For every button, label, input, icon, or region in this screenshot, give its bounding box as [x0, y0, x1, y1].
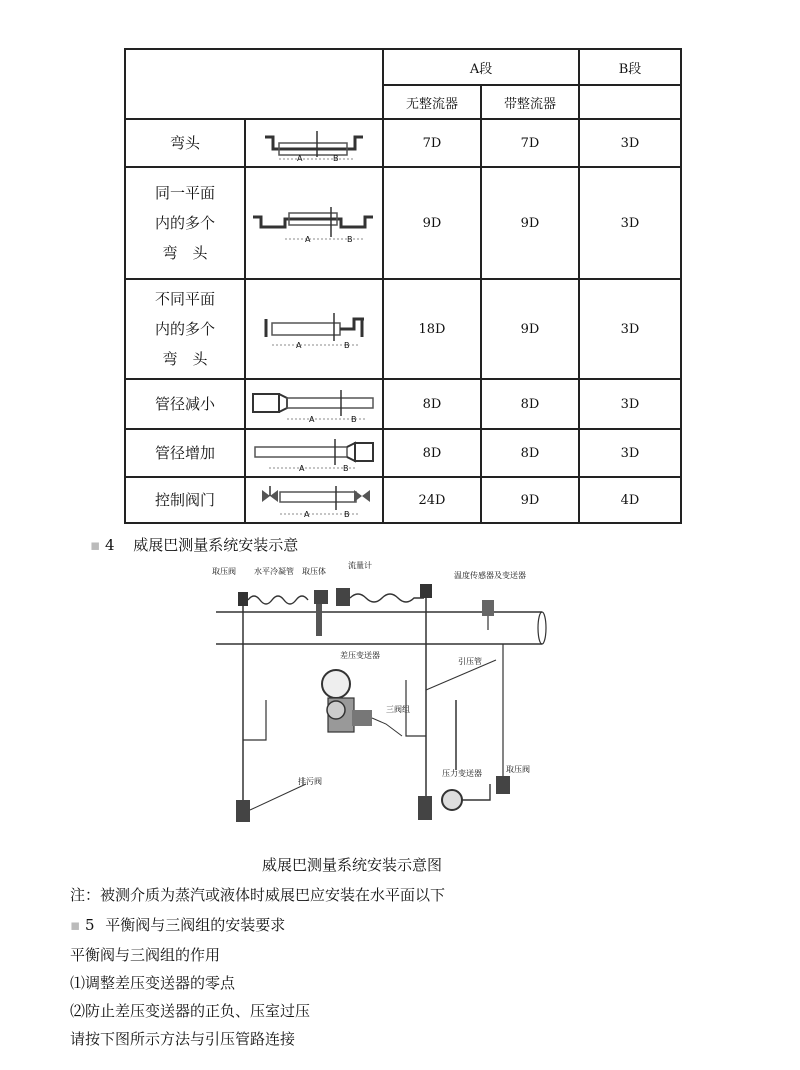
diagram-b-label: B — [351, 415, 357, 424]
value-b: 3D — [579, 119, 681, 167]
label-take-valve-right: 取压阀 — [506, 765, 530, 774]
section-number: 5 — [84, 916, 95, 934]
value-a-without: 24D — [383, 477, 481, 523]
paragraph-connection: 请按下图所示方法与引压管路连接 — [70, 1030, 296, 1048]
label-pressure-transmitter: 压力变送器 — [442, 769, 482, 778]
row-label-line: 同一平面 — [154, 184, 215, 202]
row-label-line: 弯头 — [169, 134, 200, 152]
row-label — [125, 429, 245, 477]
pipe-diagram-multi-elbow-same-plane — [245, 167, 383, 279]
row-label — [125, 477, 245, 523]
section-title: 平衡阀与三阀组的安装要求 — [105, 916, 286, 934]
diagram-b-label: B — [344, 510, 350, 519]
value-a-without: 8D — [383, 379, 481, 429]
label-drain-valve: 排污阀 — [298, 777, 322, 786]
row-label-line: 弯 头 — [162, 350, 208, 368]
label-three-valve: 三阀组 — [386, 705, 410, 714]
value-a-with: 8D — [481, 379, 579, 429]
pressure-transmitter-icon — [442, 790, 462, 810]
diagram-a-label: A — [299, 464, 305, 473]
diagram-a-label: A — [305, 235, 311, 244]
table-row — [125, 429, 681, 477]
row-label-line: 管径增加 — [154, 444, 215, 462]
label-temp-sensor: 温度传感器及变送器 — [454, 571, 526, 580]
section-title: 威展巴测量系统安装示意 — [133, 536, 299, 554]
diff-pressure-transmitter-icon — [322, 670, 350, 698]
header-a-section: A段 — [383, 49, 579, 85]
figure-caption: 威展巴测量系统安装示意图 — [262, 856, 443, 874]
row-label-line: 管径减小 — [154, 395, 215, 413]
list-item-zero-adjust: ⑴调整差压变送器的零点 — [70, 974, 236, 992]
value-b: 4D — [579, 477, 681, 523]
header-with-conditioner: 带整流器 — [481, 85, 579, 119]
diagram-b-label: B — [344, 341, 350, 350]
row-label-line: 控制阀门 — [154, 491, 215, 509]
header-b-section: B段 — [579, 49, 681, 85]
section-5-heading — [70, 914, 285, 935]
value-b: 3D — [579, 429, 681, 477]
row-label-line: 不同平面 — [154, 290, 215, 308]
flowmeter-probe-icon — [316, 604, 322, 636]
diagram-a-label: A — [297, 154, 303, 163]
label-diff-pressure: 差压变送器 — [340, 651, 380, 660]
diagram-b-label: B — [347, 235, 353, 244]
table-row — [125, 119, 681, 167]
value-a-with: 9D — [481, 167, 579, 279]
value-b: 3D — [579, 379, 681, 429]
value-a-with: 8D — [481, 429, 579, 477]
label-take-valve-left: 取压阀 — [212, 567, 236, 576]
row-label — [125, 167, 245, 279]
label-cooling-pipe: 水平冷凝管 — [254, 567, 294, 576]
paragraph-purpose: 平衡阀与三阀组的作用 — [70, 946, 221, 964]
section-marker: ▪ — [90, 536, 101, 554]
value-a-with: 7D — [481, 119, 579, 167]
value-b: 3D — [579, 167, 681, 279]
pipe-diagram-reducer — [245, 379, 383, 429]
installation-diagram — [206, 560, 556, 840]
straight-pipe-requirement-table — [124, 48, 682, 524]
diagram-a-label: A — [296, 341, 302, 350]
pipe-diagram-multi-elbow-different-plane — [245, 279, 383, 379]
label-impulse-pipe: 引压管 — [458, 657, 482, 666]
header-b-empty — [579, 85, 681, 119]
drain-valve-icon — [236, 800, 250, 822]
pipe-diagram-control-valve — [245, 477, 383, 523]
label-flowmeter: 流量计 — [348, 561, 372, 570]
value-b: 3D — [579, 279, 681, 379]
temp-sensor-icon — [482, 600, 494, 616]
table-row — [125, 167, 681, 279]
row-label-line: 内的多个 — [154, 320, 215, 338]
top-valve-icon — [420, 584, 432, 598]
row-label — [125, 279, 245, 379]
row-label-line: 弯 头 — [162, 244, 208, 262]
diagram-b-label: B — [343, 464, 349, 473]
right-take-valve-icon — [496, 776, 510, 794]
header-without-conditioner: 无整流器 — [383, 85, 481, 119]
diagram-b-label: B — [333, 154, 339, 163]
label-take-body: 取压体 — [302, 567, 326, 576]
value-a-without: 9D — [383, 167, 481, 279]
note-text: 注：被测介质为蒸汽或液体时威展巴应安装在水平面以下 — [70, 886, 446, 904]
section-marker: ▪ — [70, 916, 81, 934]
value-a-without: 8D — [383, 429, 481, 477]
diagram-a-label: A — [309, 415, 315, 424]
row-label — [125, 119, 245, 167]
section-number: 4 — [104, 536, 115, 554]
list-item-overpressure: ⑵防止差压变送器的正负、压室过压 — [70, 1002, 311, 1020]
pipe-diagram-single-elbow — [245, 119, 383, 167]
three-valve-icon — [352, 710, 372, 726]
table-row — [125, 379, 681, 429]
section-4-heading — [90, 534, 298, 555]
value-a-without: 18D — [383, 279, 481, 379]
value-a-without: 7D — [383, 119, 481, 167]
row-label-line: 内的多个 — [154, 214, 215, 232]
table-row — [125, 279, 681, 379]
row-label — [125, 379, 245, 429]
value-a-with: 9D — [481, 279, 579, 379]
pipe-diagram-expander — [245, 429, 383, 477]
header-empty-cell — [125, 49, 383, 119]
take-body-icon — [314, 590, 328, 604]
value-a-with: 9D — [481, 477, 579, 523]
table-row — [125, 477, 681, 523]
diagram-a-label: A — [304, 510, 310, 519]
